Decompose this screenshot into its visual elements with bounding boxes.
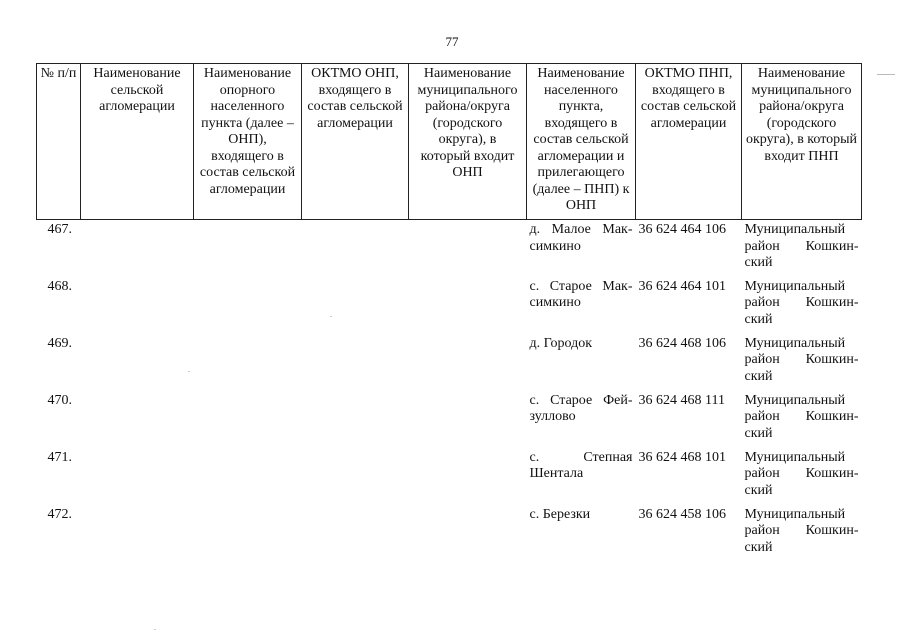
cell-onp [194, 220, 302, 277]
cell-onp [194, 505, 302, 562]
agglomeration-table-container [36, 63, 862, 562]
cell-oktmo-pnp: 36 624 458 106 [638, 506, 726, 522]
row-number: 472. [47, 506, 72, 522]
header-number: № п/п [37, 64, 81, 220]
row-number: 467. [47, 222, 72, 237]
cell-pnp: д. Городок [529, 335, 593, 351]
cell-pnp: с. Степная Шентала [529, 449, 633, 481]
cell-onp [194, 391, 302, 448]
header-district-onp: Наименование муниципального района/округа (городского округа), в который входит ОНП [409, 64, 527, 220]
cell-agglomeration [81, 220, 194, 277]
header-oktmo-pnp: ОКТМО ПНП, входящего в состав сельской агломерации [636, 64, 742, 220]
cell-oktmo-pnp: 36 624 468 111 [638, 392, 725, 408]
row-number: 470. [47, 392, 72, 408]
cell-pnp: с. Старое Фей- зуллово [529, 392, 633, 424]
row-number: 468. [47, 278, 72, 294]
cell-district-onp [409, 505, 527, 562]
table-row [37, 505, 862, 562]
cell-district-pnp: Муниципальный район Кошкин- ский [744, 335, 859, 384]
cell-oktmo-onp [302, 391, 409, 448]
cell-oktmo-pnp: 36 624 464 106 [638, 222, 726, 237]
header-district-pnp: Наименование муниципального района/округа (городского округа), в который входит ПНП [742, 64, 862, 220]
cell-agglomeration [81, 505, 194, 562]
header-pnp: Наименование населенного пункта, входящего в состав сельской агломерации и прилегающего (далее – ПНП) к ОНП [527, 64, 636, 220]
scan-margin-mark [877, 74, 895, 75]
row-number: 469. [47, 335, 72, 351]
cell-onp [194, 277, 302, 334]
cell-district-onp [409, 277, 527, 334]
cell-district-onp [409, 448, 527, 505]
cell-oktmo-onp [302, 505, 409, 562]
cell-agglomeration [81, 391, 194, 448]
cell-district-pnp: Муниципальный район Кошкин- ский [744, 222, 859, 270]
cell-district-pnp: Муниципальный район Кошкин- ский [744, 392, 859, 441]
cell-onp [194, 334, 302, 391]
row-number: 471. [47, 449, 72, 465]
table-row [37, 448, 862, 505]
agglomeration-table [36, 63, 862, 562]
cell-agglomeration [81, 448, 194, 505]
cell-agglomeration [81, 334, 194, 391]
cell-district-pnp: Муниципальный район Кошкин- ский [744, 449, 859, 498]
cell-district-pnp: Муниципальный район Кошкин- ский [744, 506, 859, 555]
cell-pnp: с. Березки [529, 506, 591, 522]
page-number: 77 [445, 34, 459, 49]
cell-district-onp [409, 220, 527, 277]
cell-agglomeration [81, 277, 194, 334]
header-agglomeration: Наименование сельской агломерации [81, 64, 194, 220]
cell-district-onp [409, 334, 527, 391]
cell-pnp: д. Малое Мак- симкино [529, 222, 633, 254]
scan-speck [154, 629, 156, 630]
header-oktmo-onp: ОКТМО ОНП, входящего в состав сельской агломерации [302, 64, 409, 220]
cell-district-onp [409, 391, 527, 448]
cell-oktmo-onp [302, 220, 409, 277]
cell-oktmo-onp [302, 448, 409, 505]
table-row [37, 220, 862, 277]
cell-oktmo-pnp: 36 624 464 101 [638, 278, 726, 294]
cell-oktmo-onp [302, 334, 409, 391]
cell-oktmo-pnp: 36 624 468 101 [638, 449, 726, 465]
cell-oktmo-onp [302, 277, 409, 334]
table-row [37, 277, 862, 334]
table-row [37, 334, 862, 391]
table-row [37, 391, 862, 448]
table-header-row [37, 64, 862, 220]
cell-district-pnp: Муниципальный район Кошкин- ский [744, 278, 859, 327]
cell-onp [194, 448, 302, 505]
cell-oktmo-pnp: 36 624 468 106 [638, 335, 726, 351]
cell-pnp: с. Старое Мак- симкино [529, 278, 633, 310]
header-onp: Наименование опорного населенного пункта (далее – ОНП), входящего в состав сельской агломерации [194, 64, 302, 220]
